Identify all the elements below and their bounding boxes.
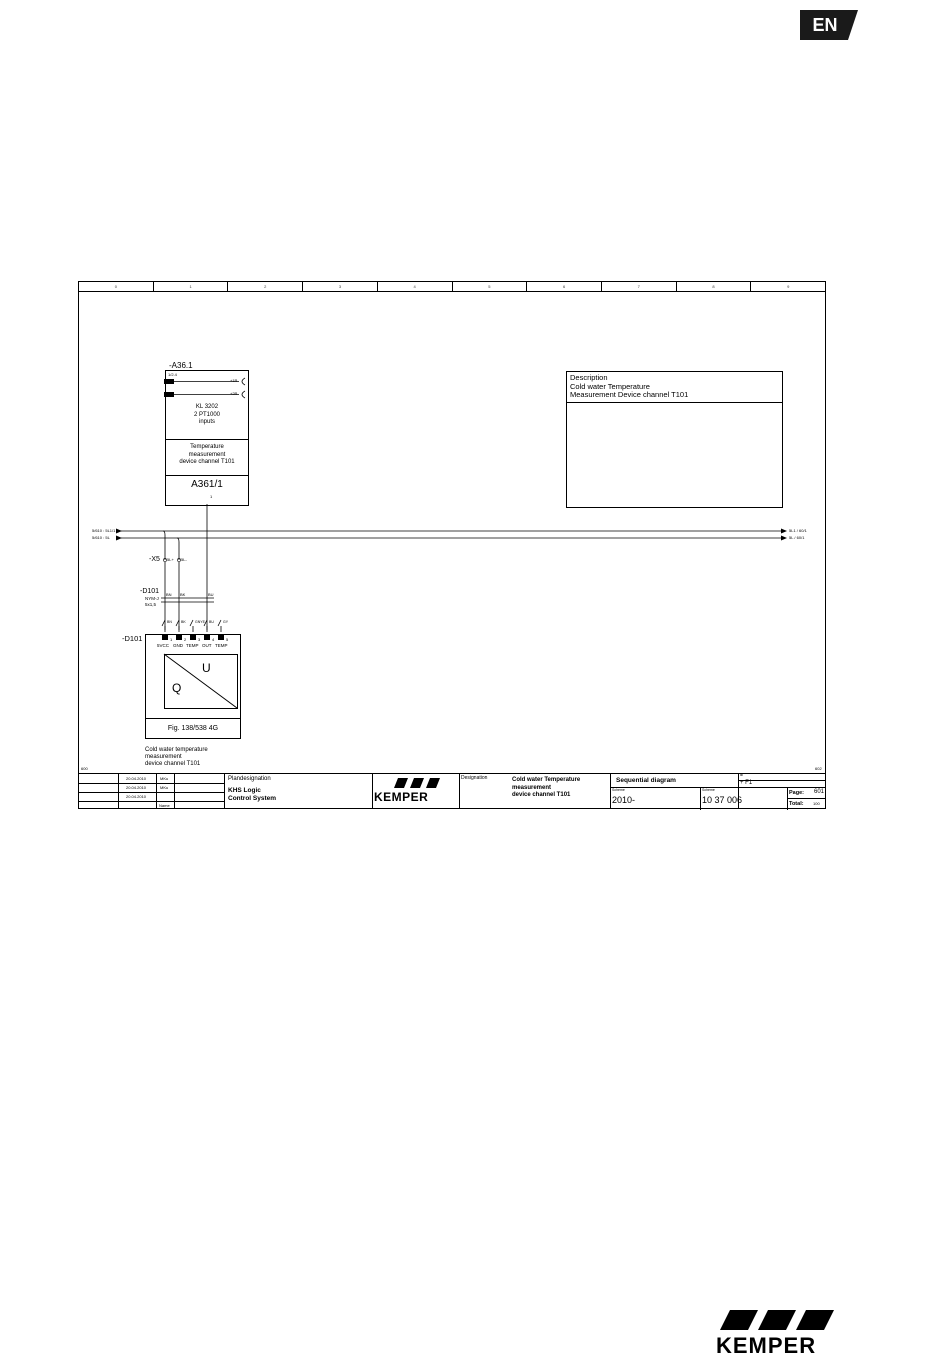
drawing-sheet — [78, 281, 826, 809]
designation-line: Cold water Temperature — [512, 777, 581, 783]
module-description — [166, 444, 248, 467]
sensor-wire-color: BU — [209, 620, 214, 624]
column-index: 7 — [602, 282, 677, 291]
page-next-ref: 602 — [815, 766, 822, 771]
caption-line: device channel T101 — [145, 761, 201, 767]
caption-line: measurement — [145, 754, 182, 760]
language-label: EN — [812, 15, 838, 35]
designation-line: measurement — [512, 784, 552, 791]
cable-core: BK — [180, 592, 186, 597]
kemper-footer-logo: KEMPER — [716, 1333, 817, 1358]
column-index: 0 — [79, 282, 154, 291]
bus-arrow-right-1 — [781, 529, 787, 534]
sensor-pin-label: GND — [173, 643, 183, 648]
column-index: 4 — [378, 282, 453, 291]
module-channel-1: +1R — [230, 378, 238, 383]
module-desc-line: measurement — [188, 451, 226, 458]
bus-label-left-2: 5/610 : 5L — [92, 535, 110, 540]
caption-line: Cold water temperature — [145, 747, 208, 753]
module-model-line: KL 3202 — [195, 404, 219, 410]
sensor-tag: -D101 — [122, 634, 143, 643]
terminal-pin-2: 5L- — [181, 557, 187, 562]
bus-label-right-1: 5L1 / 60/1 — [789, 528, 807, 533]
cable-core: BN — [166, 592, 172, 597]
column-index: 6 — [527, 282, 602, 291]
sensor-pin-label: OUT — [202, 643, 212, 648]
scheme-year: 2010- — [612, 795, 636, 805]
title-block — [78, 773, 826, 809]
module-model-line: inputs — [198, 419, 215, 425]
total-value: 100 — [813, 801, 820, 806]
column-index: 1 — [154, 282, 229, 291]
kemper-logo-text: KEMPER — [374, 790, 429, 804]
sensor-device — [145, 634, 241, 739]
language-badge — [800, 10, 858, 40]
column-index: 9 — [787, 284, 790, 289]
sensor-pin-number: 4 — [212, 637, 215, 642]
sensor-pin-number: 1 — [170, 637, 173, 642]
designation-label: Designation — [461, 775, 488, 781]
module-tag: -A36.1 — [169, 361, 193, 370]
revision-date: 20.04.2010 — [126, 794, 147, 799]
scheme-label-2: Scheme — [702, 788, 715, 792]
bus-arrow-left-1 — [116, 529, 122, 534]
cable-spec-1: NYM-J — [145, 596, 159, 601]
module-reference: A361/1 — [191, 479, 223, 490]
bus-tap-2 — [177, 538, 179, 560]
converter-symbol — [164, 654, 238, 709]
revision-user: MKu — [160, 776, 169, 781]
kemper-footer-stripes — [720, 1308, 860, 1332]
sensor-wire-color: BK — [181, 620, 186, 624]
sensor-pin-number: 5 — [226, 637, 229, 642]
revision-user: MKu — [160, 785, 169, 790]
cable-tag: -D101 — [140, 588, 160, 595]
module-model — [166, 404, 248, 427]
page-prev-ref: 600 — [81, 766, 88, 771]
column-index: 5 — [453, 282, 528, 291]
bus-arrow-left-2 — [116, 536, 122, 541]
sensor-pin-number: 3 — [198, 637, 201, 642]
converter-u-label: U — [202, 661, 211, 675]
column-index: 3 — [303, 282, 378, 291]
module-desc-line: device channel T101 — [179, 459, 235, 465]
description-line: Description — [570, 373, 608, 382]
device-caption — [145, 747, 208, 768]
description-box — [566, 371, 783, 508]
module-pin: 1 — [210, 494, 213, 499]
module-small-code: 1/2.4 — [168, 372, 177, 377]
module-channel-2: +2R — [230, 391, 238, 396]
location-field: + F1 — [740, 780, 753, 786]
module-desc-line: Temperature — [190, 444, 224, 450]
kemper-logo-stripes — [394, 778, 444, 788]
designation-line: device channel T101 — [512, 792, 571, 798]
revision-date: 20.04.2010 — [126, 776, 147, 781]
sensor-wire-color: GNYE — [195, 620, 205, 624]
terminal-pin-1: 5L+ — [167, 557, 174, 562]
column-index: 8 — [677, 282, 752, 291]
sensor-pin-label: TEMP — [186, 643, 199, 648]
bus-label-left-1: 5/610 : 5L1/1 — [92, 528, 116, 533]
total-label: Total: — [789, 801, 804, 807]
cable-core: BU — [208, 592, 214, 597]
converter-q-label: Q — [172, 681, 182, 695]
description-line: Measurement Device channel T101 — [570, 390, 689, 399]
designation-text — [512, 777, 580, 800]
bus-label-right-2: 5L / 60/1 — [789, 535, 805, 540]
sensor-wire-color: GY — [223, 620, 229, 624]
plan-line: Control System — [228, 795, 277, 802]
cable-spec-2: 5x1,5 — [145, 602, 157, 607]
sensor-pin-number: 2 — [184, 637, 187, 642]
name-label: Name — [159, 803, 170, 808]
sensor-pin-label: TEMP — [215, 643, 228, 648]
bus-tap-1 — [163, 531, 165, 560]
equals-field: = — [740, 773, 743, 779]
sensor-figure-ref: Fig. 138/538 4G — [167, 725, 219, 732]
plan-label: Plandesignation — [228, 776, 271, 782]
column-index: 2 — [228, 282, 303, 291]
scheme-label: Scheme — [612, 788, 625, 792]
module-model-line: 2 PT1000 — [193, 411, 221, 418]
plan-designation — [228, 787, 276, 803]
description-line: Cold water Temperature — [570, 381, 650, 391]
page-value: 601 — [814, 789, 825, 795]
sensor-wire-color: BN — [167, 620, 172, 624]
terminal-tag: -X5 — [149, 556, 160, 563]
sensor-pin-label: 5VCC — [157, 643, 170, 648]
description-text — [570, 374, 688, 400]
document-number: 10 37 006 — [702, 795, 743, 805]
revision-date: 20.04.2010 — [126, 785, 147, 790]
plan-line: KHS Logic — [228, 787, 261, 794]
diagram-type: Sequential diagram — [616, 777, 676, 784]
page-label: Page: — [789, 790, 804, 796]
plc-module — [165, 370, 249, 506]
bus-arrow-right-2 — [781, 536, 787, 541]
